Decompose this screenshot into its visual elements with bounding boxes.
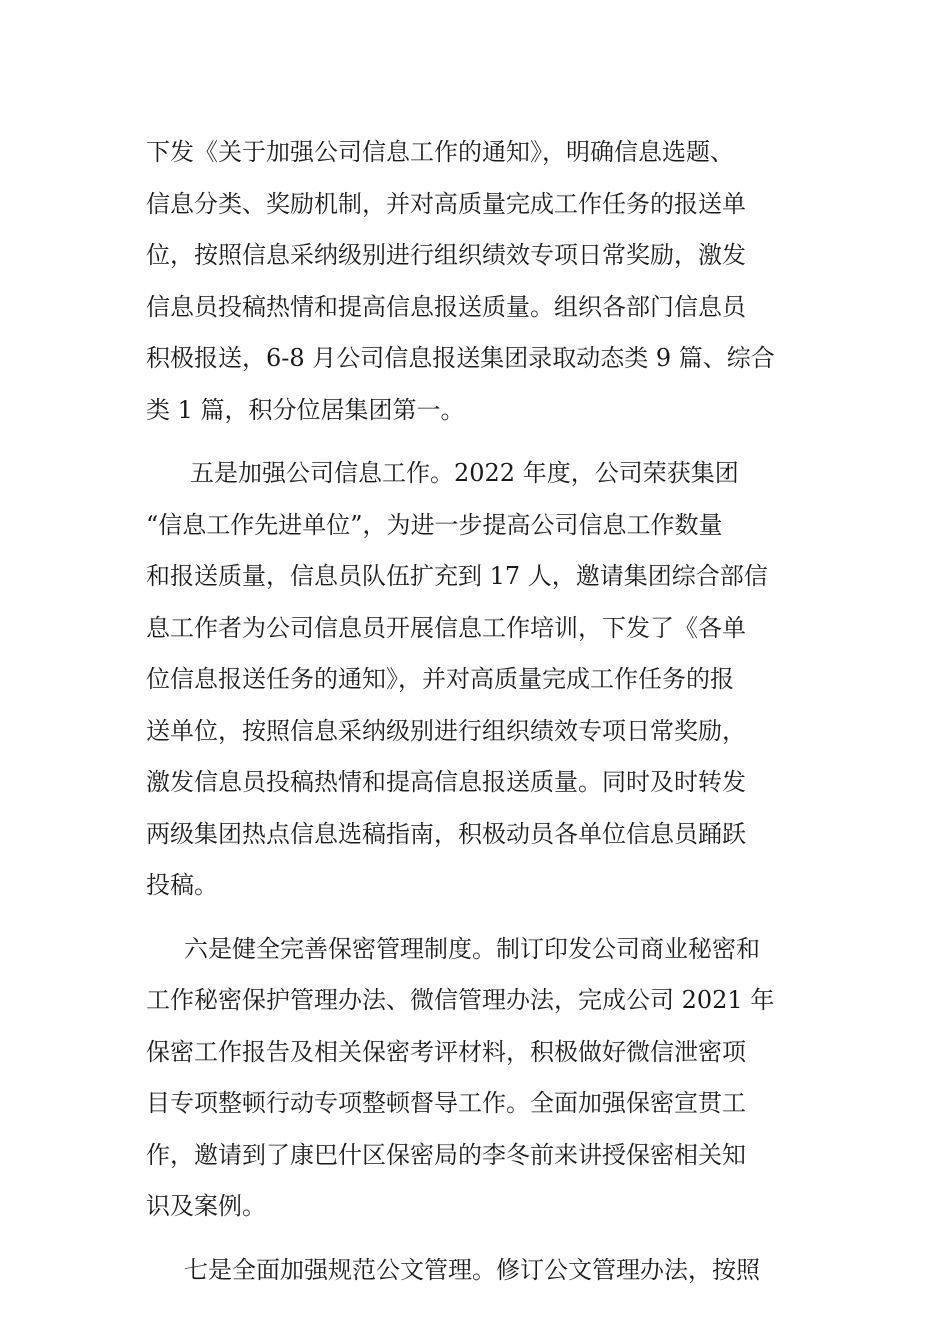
- document-body: [146, 127, 806, 1296]
- text-line: 送单位，按照信息采纳级别进行组织绩效专项日常奖励，: [146, 716, 746, 745]
- text-line: 信息分类、奖励机制，并对高质量完成工作任务的报送单: [146, 189, 746, 218]
- paragraph-spacer: [146, 436, 806, 448]
- text-line: 息工作者为公司信息员开展信息工作培训，下发了《各单: [146, 613, 746, 642]
- text-line: 六是健全完善保密管理制度。制订印发公司商业秘密和: [184, 934, 760, 963]
- text-line: 激发信息员投稿热情和提高信息报送质量。同时及时转发: [146, 768, 746, 796]
- paragraph-spacer: [146, 912, 806, 924]
- text-line: 工作秘密保护管理办法、微信管理办法，完成公司 2021 年: [146, 986, 775, 1014]
- paragraph-spacer: [146, 1233, 806, 1245]
- text-line: 信息员投稿热情和提高信息报送质量。组织各部门信息员: [146, 292, 746, 321]
- text-line: 下发《关于加强公司信息工作的通知》，明确信息选题、: [146, 138, 734, 166]
- text-line: 位，按照信息采纳级别进行组织绩效专项日常奖励，激发: [146, 241, 746, 269]
- text-line: 积极报送，6-8 月公司信息报送集团录取动态类 9 篇、综合: [146, 344, 775, 372]
- paragraph-info-reporting-continued: [146, 127, 806, 436]
- text-line: “信息工作先进单位”，为进一步提高公司信息工作数量: [146, 510, 723, 539]
- text-line: 七是全面加强规范公文管理。修订公文管理办法，按照: [184, 1255, 760, 1284]
- paragraph-item-six: [146, 924, 806, 1233]
- text-line: 位信息报送任务的通知》，并对高质量完成工作任务的报: [146, 665, 734, 693]
- text-line: 两级集团热点信息选稿指南，积极动员各单位信息员踊跃: [146, 819, 746, 848]
- text-line: 和报送质量，信息员队伍扩充到 17 人，邀请集团综合部信: [146, 562, 768, 590]
- text-line: 保密工作报告及相关保密考评材料，积极做好微信泄密项: [146, 1037, 746, 1066]
- text-line: 识及案例。: [146, 1192, 266, 1220]
- text-line: 投稿。: [146, 871, 218, 899]
- text-line: 作，邀请到了康巴什区保密局的李冬前来讲授保密相关知: [146, 1140, 746, 1169]
- paragraph-item-five: [146, 448, 806, 912]
- text-line: 五是加强公司信息工作。2022 年度，公司荣获集团: [190, 459, 739, 487]
- paragraph-item-seven: [146, 1245, 806, 1297]
- text-line: 类 1 篇，积分位居集团第一。: [146, 395, 465, 424]
- text-line: 目专项整顿行动专项整顿督导工作。全面加强保密宣贯工: [146, 1089, 746, 1117]
